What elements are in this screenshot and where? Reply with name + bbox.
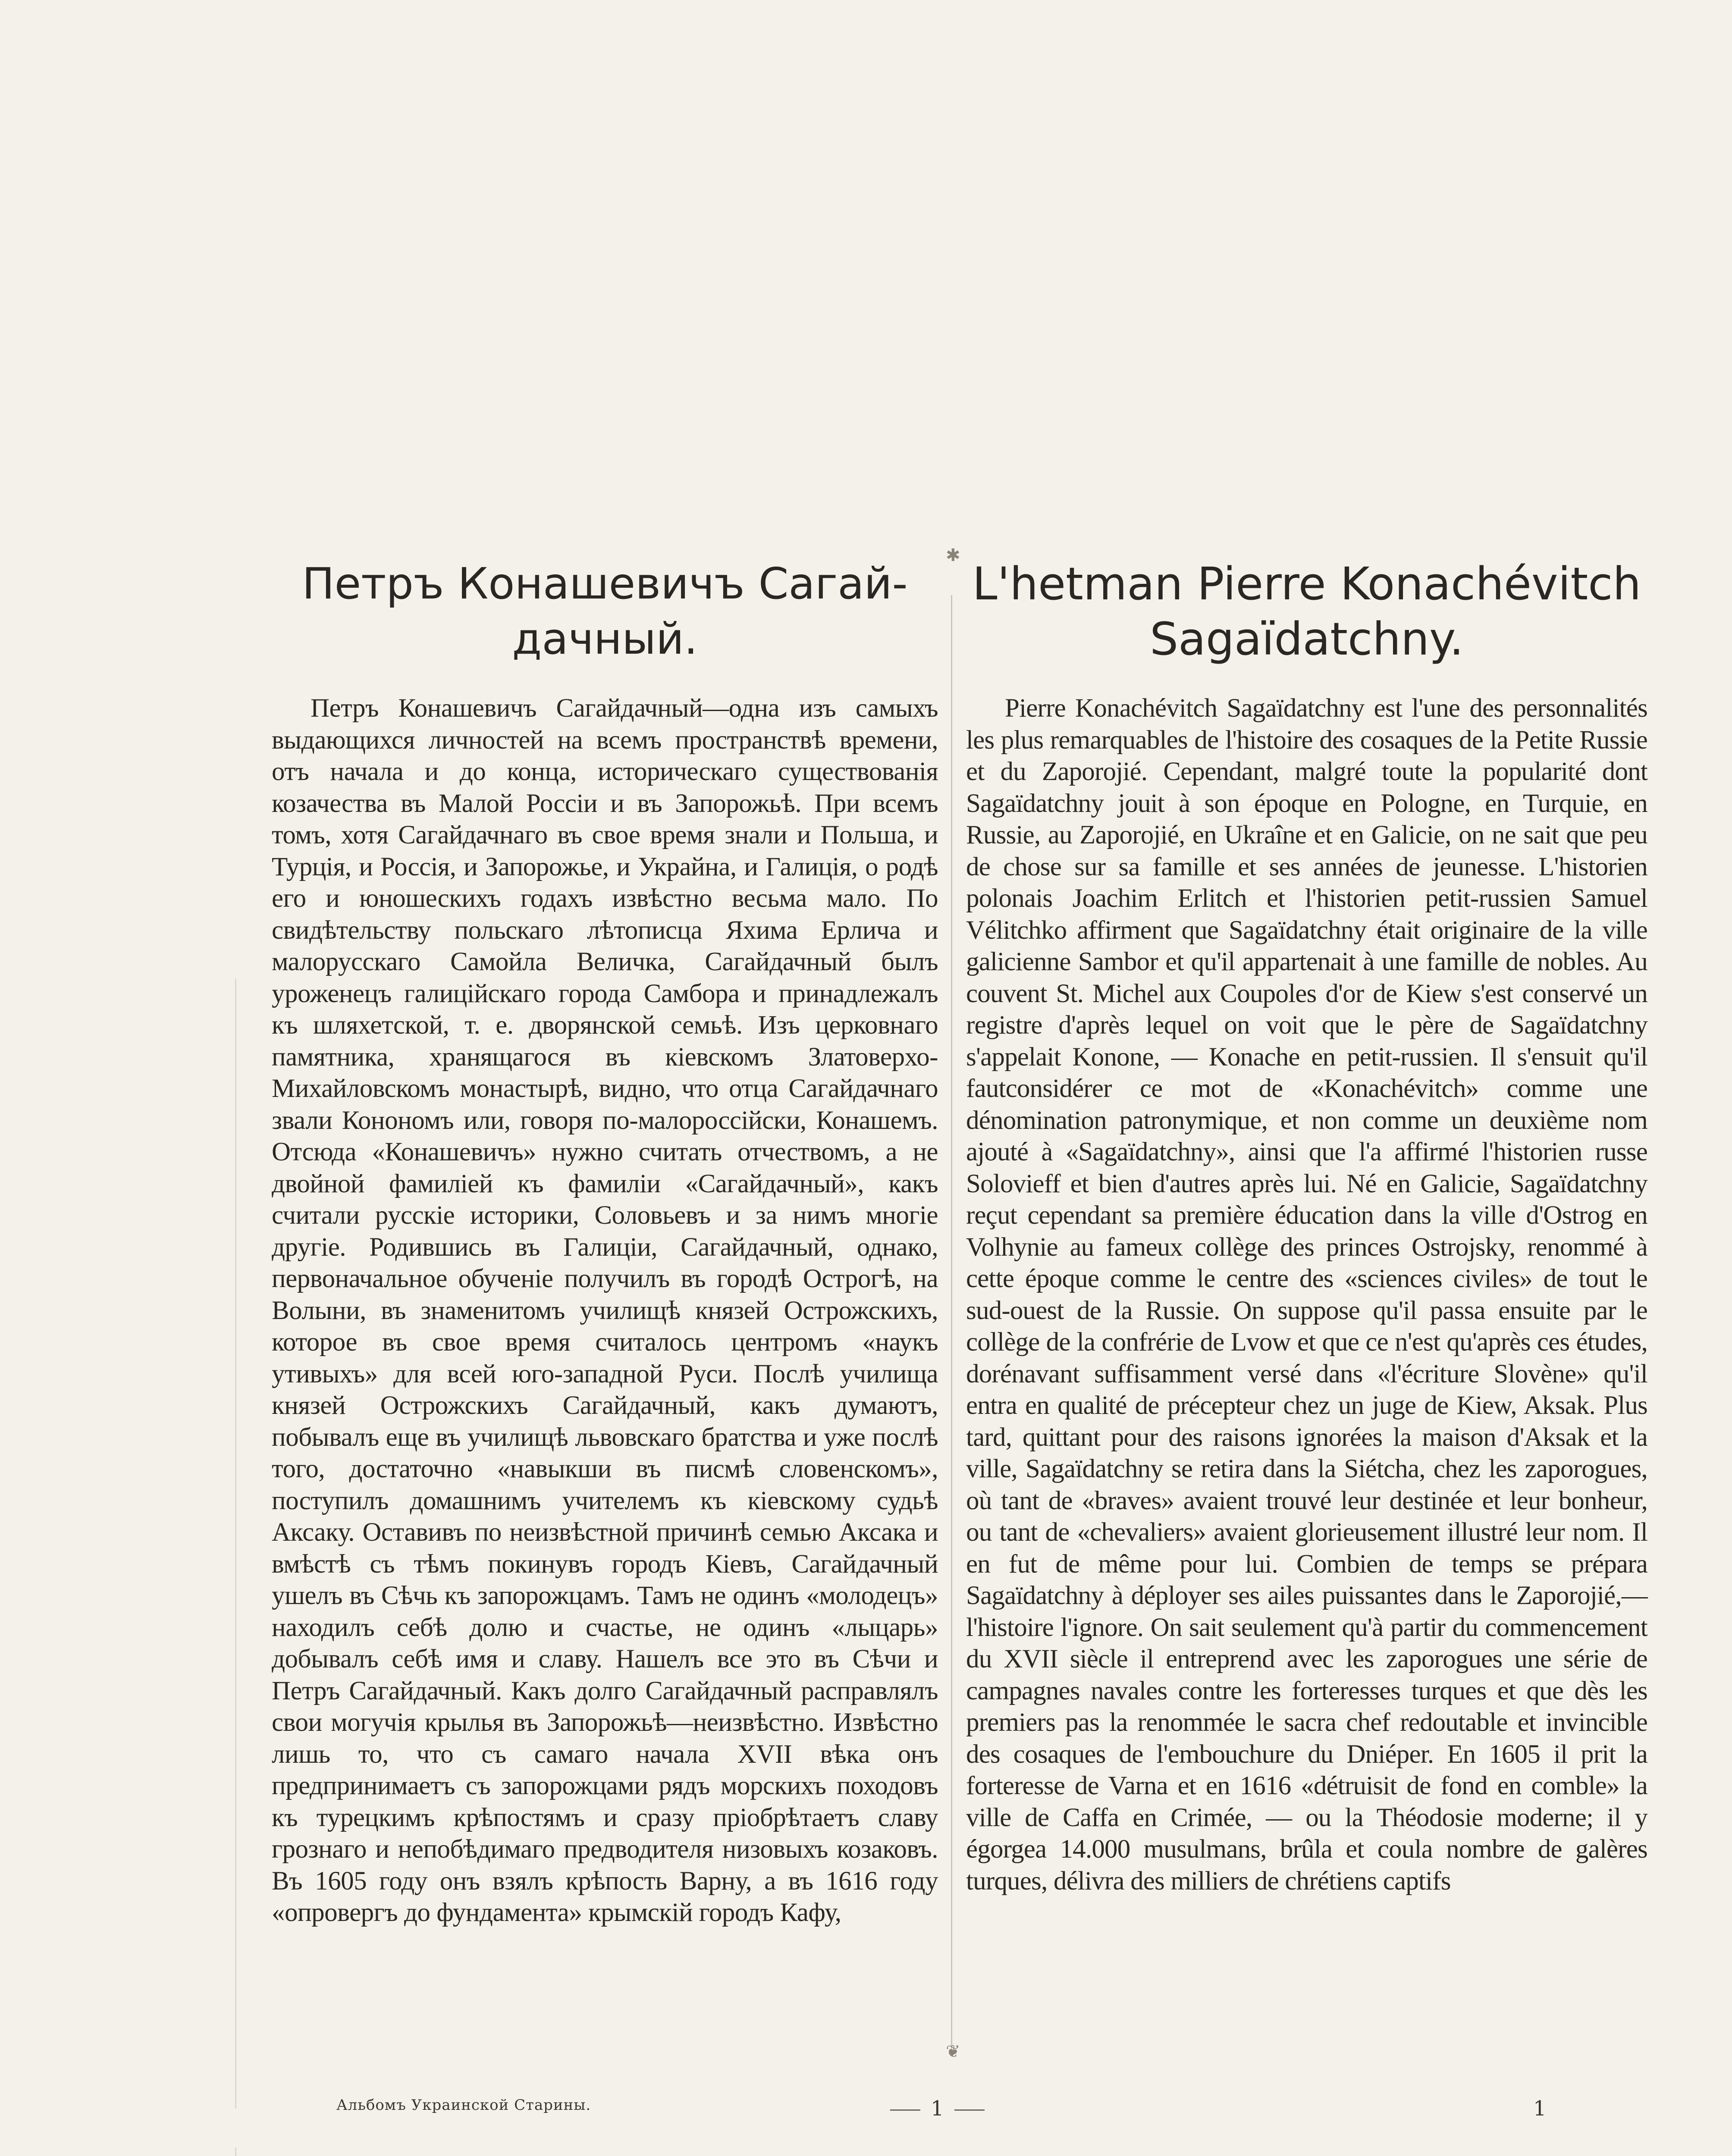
- french-body-text: Pierre Konachévitch Sagaïdatchny est l'une des personnalités les plus remarquables de l'histoire des cosaques de la Petite Russie et du Zaporojié. Cependant, malgré toute la popularité dont Sagaïdatchny jouit à son époque en Pologne, en Turquie, en Russie, au Zaporojié, en Ukraîne et en Galicie, on ne sait que peu de chose sur sa famille et ses années de jeunesse. L'historien polonais Joachim Erlitch et l'historien petit-russien Samuel Vélitchko affirment que Sagaïdatchny était originaire de la ville galicienne Sambor et qu'il appartenait à une famille de nobles. Au couvent St. Michel aux Coupoles d'or de Kiew s'est conservé un registre d'après lequel on voit que le père de Sagaïdatchny s'appelait Konone, — Konache en petit-russien. Il s'ensuit qu'il fautconsidérer ce mot de «Konachévitch» comme une dénomination patronymique, et non comme un deuxième nom ajouté à «Sagaïdatchny», ainsi que l'a affirmé l'historien russe Solovieff et bien d'autres après lui. Né en Galicie, Sagaïdatchny reçut cependant sa première éducation dans la ville d'Ostrog en Volhynie au fameux collège des princes Ostrojsky, renommé à cette époque comme le centre des «sciences civiles» de tout le sud-ouest de la Russie. On suppose qu'il passa ensuite par le collège de la confrérie de Lvow et que ce n'est qu'après ces études, dorénavant suffisamment versé dans «l'écriture Slovène» qu'il entra en qualité de précepteur chez un juge de Kiew, Aksak. Plus tard, quittant pour des raisons ignorées la maison d'Aksak et la ville, Sagaïdatchny se retira dans la Siétcha, chez les zaporogues, où tant de «braves» avaient trouvé leur destinée et leur bonheur, ou tant de «chevaliers» avaient glorieusement illustré leur nom. Il en fut de même pour lui. Combien de temps se prépara Sagaïdatchny à déployer ses ailes puissantes dans le Zaporojié,—l'histoire l'ignore. On sait seulement qu'à partir du commencement du XVII siècle il entreprend avec les zaporogues une série de campagnes navales contre les forteresses turques et que dès les premiers pas la renommée le sacra chef redoutable et invincible des cosaques de l'embouchure du Dniéper. En 1605 il prit la forteresse de Varna et en 1616 «détruisit de fond en comble» la ville de Caffa en Crimée, — ou la Théodosie moderne; il y égorgea 14.000 musulmans, brûla et coula nombre de galères turques, délivra des milliers de chrétiens captifs: [966, 694, 1647, 1896]
- margin-line-lower: [235, 2147, 236, 2156]
- asterisk-ornament-icon: ✱: [946, 545, 960, 565]
- footer-album-title: Альбомъ Украинской Старины.: [336, 2096, 591, 2114]
- center-page-number: 1: [931, 2096, 944, 2121]
- ornament-bottom-icon: ❦: [946, 2042, 960, 2062]
- margin-line: [235, 979, 236, 2109]
- dash-right: [954, 2109, 985, 2111]
- russian-body-text: Петръ Конашевичъ Сагайдачный—одна изъ самыхъ выдающихся личностей на всемъ пространствѣ времени, отъ начала и до конца, историческаго существованія козачества въ Малой Россіи и въ Запорожьѣ. При всемъ томъ, хотя Сагайдачнаго въ свое время знали и Польша, и Турція, и Россія, и Запорожье, и Украйна, и Галиція, о родѣ его и юношескихъ годахъ извѣстно весьма мало. По свидѣтельству польскаго лѣтописца Яхима Ерлича и малорусскаго Самойла Величка, Сагайдачный былъ уроженецъ галиційскаго города Самбора и принадлежалъ къ шляхетской, т. е. дворянской семьѣ. Изъ церковнаго памятника, хранящагося въ кіевскомъ Златоверхо-Михайловскомъ монастырѣ, видно, что отца Сагайдачнаго звали Конономъ или, говоря по-малороссійски, Конашемъ. Отсюда «Конашевичъ» нужно считать отчествомъ, а не двойной фамиліей къ фамиліи «Сагайдачный», какъ считали русскіе историки, Соловьевъ и за нимъ многіе другіе. Родившись въ Галиціи, Сагайдачный, однако, первоначальное обученіе получилъ въ городѣ Острогѣ, на Волыни, въ знаменитомъ училищѣ князей Острожскихъ, которое въ свое время считалось центромъ «наукъ утивыхъ» для всей юго-западной Руси. Послѣ училища князей Острожскихъ Сагайдачный, какъ думаютъ, побывалъ еще въ училищѣ львовскаго братства и уже послѣ того, достаточно «навыкши въ писмѣ словенскомъ», поступилъ домашнимъ учителемъ къ кіевскому судьѣ Аксаку. Оставивъ по неизвѣстной причинѣ семью Аксака и вмѣстѣ съ тѣмъ покинувъ городъ Кіевъ, Сагайдачный ушелъ въ Сѣчь къ запорожцамъ. Тамъ не одинъ «молодецъ» находилъ себѣ долю и счастье, не одинъ «лыцарь» добывалъ себѣ имя и славу. Нашелъ все это въ Сѣчи и Петръ Сагайдачный. Какъ долго Сагайдачный расправлялъ свои могучія крылья въ Запорожьѣ—неизвѣстно. Извѣстно лишь то, что съ самаго начала XVII вѣка онъ предпринимаетъ съ запорожцами рядъ морскихъ походовъ къ турецкимъ крѣпостямъ и сразу пріобрѣтаетъ славу грознаго и непобѣдимаго предводителя низовыхъ козаковъ. Въ 1605 году онъ взялъ крѣпость Варну, а въ 1616 году «опровергъ до фундамента» крымскій городъ Кафу,: [272, 694, 938, 1927]
- footer-right-page-number: 1: [1533, 2096, 1547, 2121]
- footer-center-page-number: [880, 2096, 995, 2121]
- column-divider: [951, 595, 952, 2053]
- russian-column: [272, 556, 938, 1929]
- french-column: [966, 556, 1647, 1897]
- french-title: L'hetman Pierre Konachévitch Sagaïdatchny.: [972, 558, 1641, 665]
- dash-left: [890, 2109, 920, 2111]
- russian-title: Петръ Конашевичъ Сагай-дачный.: [302, 558, 908, 664]
